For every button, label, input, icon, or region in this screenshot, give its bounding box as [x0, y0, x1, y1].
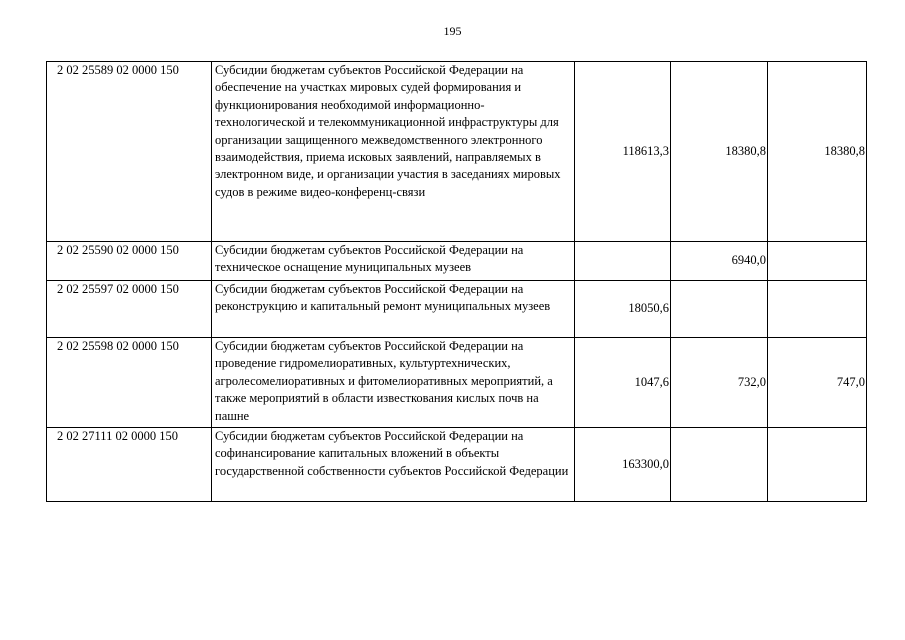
table-row	[47, 428, 867, 502]
value-year3-cell	[768, 428, 867, 502]
value-year1-cell: 163300,0	[575, 428, 671, 502]
table-row	[47, 338, 867, 428]
budget-code-cell: 2 02 25598 02 0000 150	[47, 338, 212, 428]
description-cell: Субсидии бюджетам субъектов Российской Федерации на реконструкцию и капитальный ремонт муниципальных музеев	[212, 281, 575, 338]
value-year2-cell: 6940,0	[671, 242, 768, 281]
budget-code-cell: 2 02 25589 02 0000 150	[47, 62, 212, 242]
value-year2-cell	[671, 281, 768, 338]
table-row	[47, 62, 867, 242]
value-year3-cell	[768, 242, 867, 281]
table-row	[47, 281, 867, 338]
description-cell: Субсидии бюджетам субъектов Российской Федерации на проведение гидромелиоративных, культуртехнических, агролесомелиоративных и фитомелиоративных мероприятий, а также мероприятий в области известкования кислых почв на пашне	[212, 338, 575, 428]
value-year3-cell: 18380,8	[768, 62, 867, 242]
budget-code-cell: 2 02 25590 02 0000 150	[47, 242, 212, 281]
value-year2-cell: 18380,8	[671, 62, 768, 242]
page-number: 195	[443, 24, 462, 38]
budget-code-cell: 2 02 25597 02 0000 150	[47, 281, 212, 338]
value-year2-cell	[671, 428, 768, 502]
description-cell: Субсидии бюджетам субъектов Российской Федерации на софинансирование капитальных вложений в объекты государственной собственности субъектов Российской Федерации	[212, 428, 575, 502]
description-cell: Субсидии бюджетам субъектов Российской Федерации на техническое оснащение муниципальных музеев	[212, 242, 575, 281]
budget-table	[46, 61, 867, 502]
value-year3-cell: 747,0	[768, 338, 867, 428]
value-year1-cell: 18050,6	[575, 281, 671, 338]
budget-code-cell: 2 02 27111 02 0000 150	[47, 428, 212, 502]
value-year2-cell: 732,0	[671, 338, 768, 428]
value-year1-cell: 1047,6	[575, 338, 671, 428]
description-cell: Субсидии бюджетам субъектов Российской Федерации на обеспечение на участках мировых судей формирования и функционирования необходимой информационно-технологической и телекоммуникационной инфраструктуры для организации защищенного межведомственного электронного взаимодействия, приема исковых заявлений, направляемых в электронном виде, и организации участия в заседаниях мировых судов в режиме видео-конференц-связи	[212, 62, 575, 242]
value-year1-cell	[575, 242, 671, 281]
table-row	[47, 242, 867, 281]
value-year3-cell	[768, 281, 867, 338]
value-year1-cell: 118613,3	[575, 62, 671, 242]
